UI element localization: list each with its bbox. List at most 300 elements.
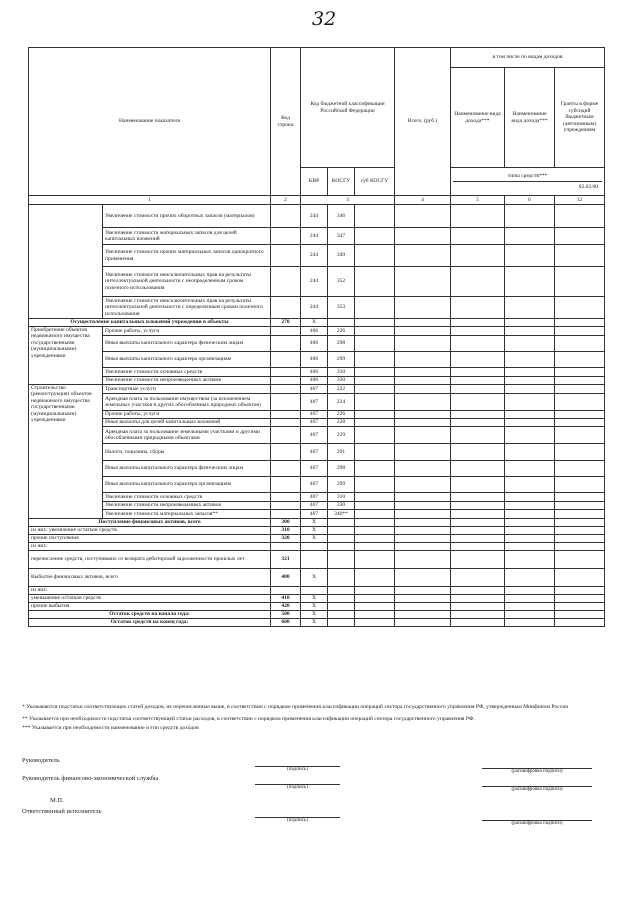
value-cell — [355, 228, 395, 245]
row-label: уменьшение остатков средств — [29, 595, 271, 603]
value-cell — [451, 502, 505, 510]
col-number: 4 — [395, 196, 451, 205]
line-code-cell — [271, 228, 301, 245]
line-code-cell — [271, 297, 301, 319]
value-cell — [555, 595, 605, 603]
value-cell — [355, 519, 395, 527]
table-row — [29, 411, 605, 419]
value-cell — [355, 551, 395, 569]
kvr-cell: 407 — [301, 444, 328, 461]
value-cell — [505, 385, 555, 394]
kvr-cell: 244 — [301, 228, 328, 245]
kosgu-cell — [328, 587, 355, 595]
table-row — [29, 527, 605, 535]
kvr-cell: X — [301, 519, 328, 527]
row-label: Увеличение стоимости неисключительных прав на результаты интеллектуальной деятельности с определенным сроком полезного использования — [103, 297, 271, 319]
col-number: 3 — [301, 196, 395, 205]
line-code-cell — [271, 205, 301, 228]
value-cell — [395, 336, 451, 352]
kvr-cell: X — [301, 603, 328, 611]
line-code-cell: 600 — [271, 619, 301, 627]
line-code-cell — [271, 352, 301, 368]
row-label: Налоги, пошлины, сборы — [103, 444, 271, 461]
value-cell — [395, 477, 451, 493]
value-cell — [395, 493, 451, 502]
kosgu-cell — [328, 519, 355, 527]
row-label: Увеличение стоимости основных средств — [103, 493, 271, 502]
value-cell — [451, 267, 505, 297]
col-number: 6 — [505, 196, 555, 205]
line-code-cell: 400 — [271, 569, 301, 587]
value-cell — [555, 411, 605, 419]
kvr-cell: 406 — [301, 336, 328, 352]
kvr-cell: X — [301, 595, 328, 603]
kosgu-cell: 349 — [328, 245, 355, 267]
col-header-income-type-2: Наименование вида дохода*** — [505, 68, 555, 168]
footnote-2: ** Указывается при необходимости подстатья соответствующей статьи расходов, в соответствии с порядком применения классификации операций сектора государственного управления РФ. — [22, 716, 475, 722]
value-cell — [355, 543, 395, 551]
value-cell — [555, 319, 605, 327]
line-code-cell: 270 — [271, 319, 301, 327]
value-cell — [505, 619, 555, 627]
page-number: 32 — [312, 8, 337, 30]
value-cell — [555, 569, 605, 587]
row-label: Арендная плата за пользование имуществом (за исключением земельных участков и других обособленных природных объектов) — [103, 394, 271, 411]
line-code-cell — [271, 543, 301, 551]
kvr-cell: 407 — [301, 493, 328, 502]
line-code-cell — [271, 327, 301, 336]
value-cell — [395, 619, 451, 627]
value-cell — [451, 510, 505, 519]
table-row — [29, 543, 605, 551]
line-code-cell: 500 — [271, 611, 301, 619]
kosgu-cell: 228 — [328, 419, 355, 427]
value-cell — [355, 587, 395, 595]
row-label: Увеличение стоимости прочих оборотных запасов (материалов) — [103, 205, 271, 228]
value-cell — [355, 502, 395, 510]
value-cell — [355, 427, 395, 444]
col-header-kosgu: КОСГУ — [328, 168, 355, 196]
value-cell — [451, 619, 505, 627]
kvr-cell: 407 — [301, 427, 328, 444]
value-cell — [555, 245, 605, 267]
value-cell — [555, 385, 605, 394]
table-row — [29, 595, 605, 603]
value-cell — [505, 611, 555, 619]
value-cell — [505, 419, 555, 427]
footnote-1: * Указываются подстатьи соответствующих статей доходов, не перечисленные выше, в соответствии с порядком применения классификации операций сектора государственного управления РФ, утвержденным Минфином России — [22, 704, 569, 710]
value-cell — [355, 595, 395, 603]
kosgu-cell: 229 — [328, 427, 355, 444]
kosgu-cell: 226 — [328, 327, 355, 336]
kvr-cell: 244 — [301, 267, 328, 297]
value-cell — [451, 427, 505, 444]
row-group-label — [29, 205, 103, 319]
kvr-cell: X — [301, 611, 328, 619]
table-row — [29, 352, 605, 368]
table-row — [29, 535, 605, 543]
row-label: Увеличение стоимости основных средств — [103, 368, 271, 377]
line-code-cell — [271, 336, 301, 352]
kosgu-cell: 353 — [328, 297, 355, 319]
row-label: Транспортные услуги — [103, 385, 271, 394]
kosgu-cell — [328, 527, 355, 535]
value-cell — [505, 327, 555, 336]
value-cell — [355, 569, 395, 587]
value-cell — [555, 603, 605, 611]
value-cell — [395, 377, 451, 385]
value-cell — [395, 297, 451, 319]
value-cell — [395, 527, 451, 535]
value-cell — [505, 587, 555, 595]
col-number: 2 — [271, 196, 301, 205]
value-cell — [395, 595, 451, 603]
col-header-funds-types — [451, 168, 605, 196]
table-row — [29, 419, 605, 427]
value-cell — [355, 336, 395, 352]
value-cell — [355, 245, 395, 267]
funds-types-label: типы средств*** — [453, 171, 602, 182]
kvr-cell — [301, 587, 328, 595]
kvr-cell: 244 — [301, 245, 328, 267]
kvr-cell: X — [301, 527, 328, 535]
table-row — [29, 502, 605, 510]
value-cell — [355, 319, 395, 327]
value-cell — [555, 327, 605, 336]
value-cell — [555, 419, 605, 427]
line-code-cell — [271, 461, 301, 477]
value-cell — [395, 267, 451, 297]
value-cell — [451, 205, 505, 228]
table-row — [29, 377, 605, 385]
row-label: Остаток средств на начало года: — [29, 611, 271, 619]
kosgu-cell: 310 — [328, 368, 355, 377]
value-cell — [395, 205, 451, 228]
value-cell — [505, 569, 555, 587]
table-row — [29, 493, 605, 502]
row-group-label: Приобретение объектов недвижимого имущества государственными (муниципальными) учреждениями — [29, 327, 103, 385]
line-code-cell — [271, 385, 301, 394]
kvr-cell: 406 — [301, 352, 328, 368]
value-cell — [505, 336, 555, 352]
col-header-sub-kosgu: суб КОСГУ — [355, 168, 395, 196]
line-code-cell — [271, 502, 301, 510]
row-group-label: Строительство (реконструкция) объектов недвижимого имущества государственными (муниципальными) учреждениями — [29, 385, 103, 519]
value-cell — [451, 444, 505, 461]
value-cell — [395, 394, 451, 411]
value-cell — [505, 519, 555, 527]
value-cell — [355, 205, 395, 228]
value-cell — [451, 377, 505, 385]
kvr-cell: 244 — [301, 297, 328, 319]
kvr-cell: 407 — [301, 394, 328, 411]
kosgu-cell — [328, 535, 355, 543]
col-header-indicator: Наименование показателя — [29, 48, 271, 196]
row-label: Выбытие финансовых активов, всего — [29, 569, 271, 587]
value-cell — [505, 595, 555, 603]
line-code-cell — [271, 368, 301, 377]
kvr-cell: 407 — [301, 419, 328, 427]
col-header-grant: Гранты в форме субсидий бюджетным (автономным) учреждениям — [555, 68, 605, 168]
kosgu-cell: 291 — [328, 444, 355, 461]
value-cell — [355, 419, 395, 427]
value-cell — [395, 502, 451, 510]
row-label: прочие поступления — [29, 535, 271, 543]
value-cell — [555, 551, 605, 569]
kosgu-cell: 352 — [328, 267, 355, 297]
value-cell — [505, 510, 555, 519]
value-cell — [451, 595, 505, 603]
value-cell — [355, 477, 395, 493]
col-header-by-income: в том числе по видам доходов — [451, 48, 605, 68]
value-cell — [451, 419, 505, 427]
row-label: Иные выплаты капитального характера физическим лицам — [103, 461, 271, 477]
value-cell — [555, 205, 605, 228]
value-cell — [555, 619, 605, 627]
line-code-cell — [271, 510, 301, 519]
footnotes — [22, 703, 622, 733]
line-code-cell: 320 — [271, 535, 301, 543]
row-label: перечисление средств, поступивших от возврата дебиторской задолженности прошлых лет — [29, 551, 271, 569]
value-cell — [451, 297, 505, 319]
value-cell — [395, 587, 451, 595]
value-cell — [555, 519, 605, 527]
value-cell — [355, 535, 395, 543]
footnote-3: *** Указывается при необходимости наименование и тип средств доходов — [22, 725, 199, 731]
value-cell — [395, 385, 451, 394]
line-code-cell — [271, 444, 301, 461]
value-cell — [355, 619, 395, 627]
table-row — [29, 611, 605, 619]
table-row — [29, 319, 605, 327]
table-row — [29, 427, 605, 444]
kosgu-cell: 340** — [328, 510, 355, 519]
value-cell — [395, 603, 451, 611]
row-label: Прочие работы, услуги — [103, 327, 271, 336]
value-cell — [555, 587, 605, 595]
value-cell — [355, 394, 395, 411]
value-cell — [395, 611, 451, 619]
value-cell — [451, 352, 505, 368]
value-cell — [355, 411, 395, 419]
table-row — [29, 297, 605, 319]
kosgu-cell: 299 — [328, 477, 355, 493]
line-code-cell: 410 — [271, 595, 301, 603]
value-cell — [395, 319, 451, 327]
kosgu-cell: 330 — [328, 377, 355, 385]
value-cell — [505, 411, 555, 419]
row-label: Увеличение стоимости непроизведенных активов — [103, 377, 271, 385]
kvr-cell — [301, 551, 328, 569]
kvr-cell — [301, 543, 328, 551]
row-label: Иные выплаты капитального характера физическим лицам — [103, 336, 271, 352]
row-label: из них: увеличение остатков средств — [29, 527, 271, 535]
value-cell — [505, 502, 555, 510]
row-label: Увеличение стоимости прочих материальных запасов однократного применения — [103, 245, 271, 267]
kvr-cell: X — [301, 619, 328, 627]
value-cell — [555, 477, 605, 493]
value-cell — [555, 611, 605, 619]
value-cell — [451, 569, 505, 587]
kosgu-cell — [328, 603, 355, 611]
line-code-cell — [271, 419, 301, 427]
col-header-income-type: Наименование вида дохода*** — [451, 68, 505, 168]
value-cell — [395, 427, 451, 444]
value-cell — [555, 394, 605, 411]
table-row — [29, 336, 605, 352]
kvr-cell: 407 — [301, 502, 328, 510]
value-cell — [395, 327, 451, 336]
kosgu-cell — [328, 611, 355, 619]
financial-plan-table — [28, 47, 605, 627]
line-code-cell — [271, 427, 301, 444]
value-cell — [355, 327, 395, 336]
value-cell — [505, 228, 555, 245]
table-row — [29, 551, 605, 569]
value-cell — [451, 411, 505, 419]
line-code-cell — [271, 587, 301, 595]
value-cell — [451, 245, 505, 267]
value-cell — [505, 267, 555, 297]
value-cell — [505, 319, 555, 327]
value-cell — [451, 368, 505, 377]
value-cell — [355, 603, 395, 611]
value-cell — [355, 352, 395, 368]
value-cell — [555, 510, 605, 519]
value-cell — [555, 352, 605, 368]
table-row — [29, 228, 605, 245]
value-cell — [505, 427, 555, 444]
kosgu-cell — [328, 619, 355, 627]
value-cell — [555, 297, 605, 319]
kosgu-cell — [328, 569, 355, 587]
row-label: Остаток средств на конец года: — [29, 619, 271, 627]
value-cell — [355, 377, 395, 385]
table-row — [29, 327, 605, 336]
value-cell — [451, 394, 505, 411]
kosgu-cell: 310 — [328, 493, 355, 502]
value-cell — [395, 535, 451, 543]
table-row — [29, 205, 605, 228]
line-code-cell — [271, 377, 301, 385]
table-row — [29, 394, 605, 411]
value-cell — [555, 502, 605, 510]
row-label: Иные выплаты капитального характера организациям — [103, 352, 271, 368]
value-cell — [395, 551, 451, 569]
value-cell — [555, 336, 605, 352]
value-cell — [395, 461, 451, 477]
kosgu-cell — [328, 551, 355, 569]
kosgu-cell: 226 — [328, 411, 355, 419]
kosgu-cell: 298 — [328, 336, 355, 352]
value-cell — [451, 327, 505, 336]
line-code-cell: 321 — [271, 551, 301, 569]
value-cell — [395, 228, 451, 245]
row-label: Прочие работы, услуги — [103, 411, 271, 419]
value-cell — [505, 493, 555, 502]
value-cell — [451, 535, 505, 543]
value-cell — [555, 461, 605, 477]
decode-caption: (расшифровка подписи) — [511, 769, 563, 774]
value-cell — [555, 527, 605, 535]
value-cell — [355, 493, 395, 502]
row-label: из них: — [29, 587, 271, 595]
kosgu-cell: 299 — [328, 352, 355, 368]
kvr-cell: X — [301, 319, 328, 327]
value-cell — [555, 543, 605, 551]
col-header-line-code: Код строки — [271, 48, 301, 196]
value-cell — [451, 543, 505, 551]
kosgu-cell: 330 — [328, 502, 355, 510]
value-cell — [451, 493, 505, 502]
table-row — [29, 603, 605, 611]
col-header-total: Всего, (руб.) — [395, 48, 451, 196]
signature-caption: (подпись) — [287, 818, 308, 823]
value-cell — [395, 368, 451, 377]
decode-caption: (расшифровка подписи) — [511, 787, 563, 792]
value-cell — [451, 603, 505, 611]
value-cell — [555, 444, 605, 461]
kvr-cell: 406 — [301, 327, 328, 336]
signature-executor-label: Ответственный исполнитель — [22, 808, 102, 815]
value-cell — [555, 228, 605, 245]
value-cell — [355, 267, 395, 297]
row-label: Увеличение стоимости материальных запасов для целей капитальных вложений — [103, 228, 271, 245]
signature-caption: (подпись) — [287, 767, 308, 772]
kvr-cell: 407 — [301, 385, 328, 394]
kosgu-cell: 347 — [328, 228, 355, 245]
kvr-cell: 407 — [301, 477, 328, 493]
line-code-cell — [271, 267, 301, 297]
table-row — [29, 519, 605, 527]
value-cell — [505, 603, 555, 611]
line-code-cell — [271, 411, 301, 419]
line-code-cell — [271, 477, 301, 493]
value-cell — [395, 543, 451, 551]
kosgu-cell: 346 — [328, 205, 355, 228]
value-cell — [355, 461, 395, 477]
signature-head-label: Руководитель — [22, 757, 60, 764]
value-cell — [555, 267, 605, 297]
table-row — [29, 385, 605, 394]
decode-caption: (расшифровка подписи) — [511, 821, 563, 826]
col-number: 5 — [451, 196, 505, 205]
row-label: из них: — [29, 543, 271, 551]
value-cell — [505, 352, 555, 368]
table-row — [29, 477, 605, 493]
value-cell — [555, 535, 605, 543]
value-cell — [505, 527, 555, 535]
value-cell — [505, 477, 555, 493]
row-label: Поступление финансовых активов, всего — [29, 519, 271, 527]
value-cell — [451, 587, 505, 595]
value-cell — [505, 551, 555, 569]
col-header-kvr: КВР — [301, 168, 328, 196]
stamp-label: М.П. — [50, 797, 64, 804]
value-cell — [505, 297, 555, 319]
col-number: 1 — [29, 196, 271, 205]
row-label: Увеличение стоимости непроизведенных активов — [103, 502, 271, 510]
value-cell — [451, 477, 505, 493]
value-cell — [505, 205, 555, 228]
row-label: Иные выплаты капитального характера организациям — [103, 477, 271, 493]
kvr-cell: X — [301, 535, 328, 543]
row-label: Иные выплаты для целей капитальных вложений — [103, 419, 271, 427]
value-cell — [505, 245, 555, 267]
value-cell — [505, 394, 555, 411]
table-row — [29, 245, 605, 267]
value-cell — [355, 368, 395, 377]
